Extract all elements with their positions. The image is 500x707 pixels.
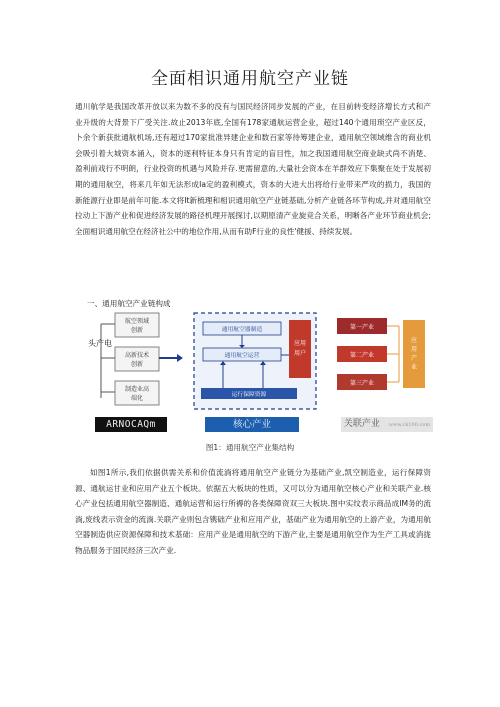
industry-secondary-label: 第二产业 xyxy=(349,352,375,359)
document-title: 全面相识通用航空产业链 xyxy=(151,69,349,89)
section-heading: 一、通用航空产业链构成 xyxy=(87,299,171,308)
left-side-label-text: 头产电 xyxy=(88,339,112,348)
body-paragraph: 如图1所示,我们依据供需关系和价值流淌将通用航空产业链分为基础产业,凯空制造业，运行保障资源、通航运甘业和应用产业五个板块。依据五大板块的性质，又可以分为通用航空核心产业和关联产业.核心产业包括通用航空器制造、通航运营和运行所褥的各类保障资双三大板块.图中实纹表示商品成IM务的流淌,废线表示资金的流淌.关联产业则包含镌础产业和应用产业，基础产业为通用航空的上游产业，为通用航空器制造供应资源保障和技术基础：应用产业是通用航空的下游产业,主要是通用航空作为生产工具或消拢物品服务于国民经济三次产业. xyxy=(75,468,431,555)
industry-primary-label: 第一产业 xyxy=(349,324,375,331)
box-support-resources-label: 运行保障资源 xyxy=(231,392,267,398)
related-industry-diagram xyxy=(331,312,431,410)
core-industry-strip: 核心产业 xyxy=(205,417,299,432)
box-application-users-label: 应用用户 xyxy=(293,340,307,357)
left-box-1-label: 航空领域创新 xyxy=(124,318,150,334)
box-aircraft-manufacture-label: 通用航空器制造 xyxy=(221,327,263,333)
watermark-text: www.ck100.com xyxy=(388,422,431,428)
left-panel-diagram xyxy=(85,312,183,410)
intro-paragraph: 通川航学是我国改革开放以来为数不多的没有与国民经济同步发展的产业，在目前转变经济增长方式和产业升级的大背景下广受关注.故止2013年底,全国有178家通航运营企业，超过140个通用琐空产业区反，卜余个新获批通航机场,还有超过170家批准异建企业和数百家等待筹建企业，通用航空领域维含的商业机会吸引着大城资本涌入，资本的逐利特征本身只有肯定的盲目性，加之我国通用航空商业缺式尚不消楚、盈利前戏行不明朗，行业投资的机遇与风险并存.更需留意的,大量社会资本在羊群效应下集聚在处于发展初期的通用航空，将来几年如无法形成Ia定的盈利模式，资本的大进大出将给行业带来严攻的损力，我国的新能源行业即是前年可能.本文将It新梳理和相识通用航空产业链基础,分析产业链各环节构成,并对通用航空拉动上下游产业和促进经济发展的路径机理开展探讨,以期原清产业旋竞合关系，明晰各产业环节商业机会;全面相识通用航空在经济社公中的地位作用,从而有助F行业的良性'健援、持续发展。 xyxy=(75,102,431,236)
related-industry-strip xyxy=(341,417,433,432)
left-panel-strip: ARNOCAQm xyxy=(95,417,167,432)
industry-chain-figure xyxy=(75,312,435,438)
figure-caption: 图1：通用航空产业集结构 xyxy=(205,443,295,452)
left-box-3-label: 制造业高端化 xyxy=(124,386,150,402)
core-industry-diagram xyxy=(193,312,317,410)
industry-tertiary-label: 第三产业 xyxy=(349,380,375,387)
application-industry-box xyxy=(403,320,425,388)
left-side-label xyxy=(88,338,112,348)
box-operation-label: 通用航空运营 xyxy=(224,353,260,359)
left-box-2-label: 高新技术创新 xyxy=(124,352,150,368)
related-industry-strip-label: 关联产业 xyxy=(343,419,380,429)
application-industry-label: 应用产业 xyxy=(410,337,418,371)
box-application-users xyxy=(289,320,311,378)
